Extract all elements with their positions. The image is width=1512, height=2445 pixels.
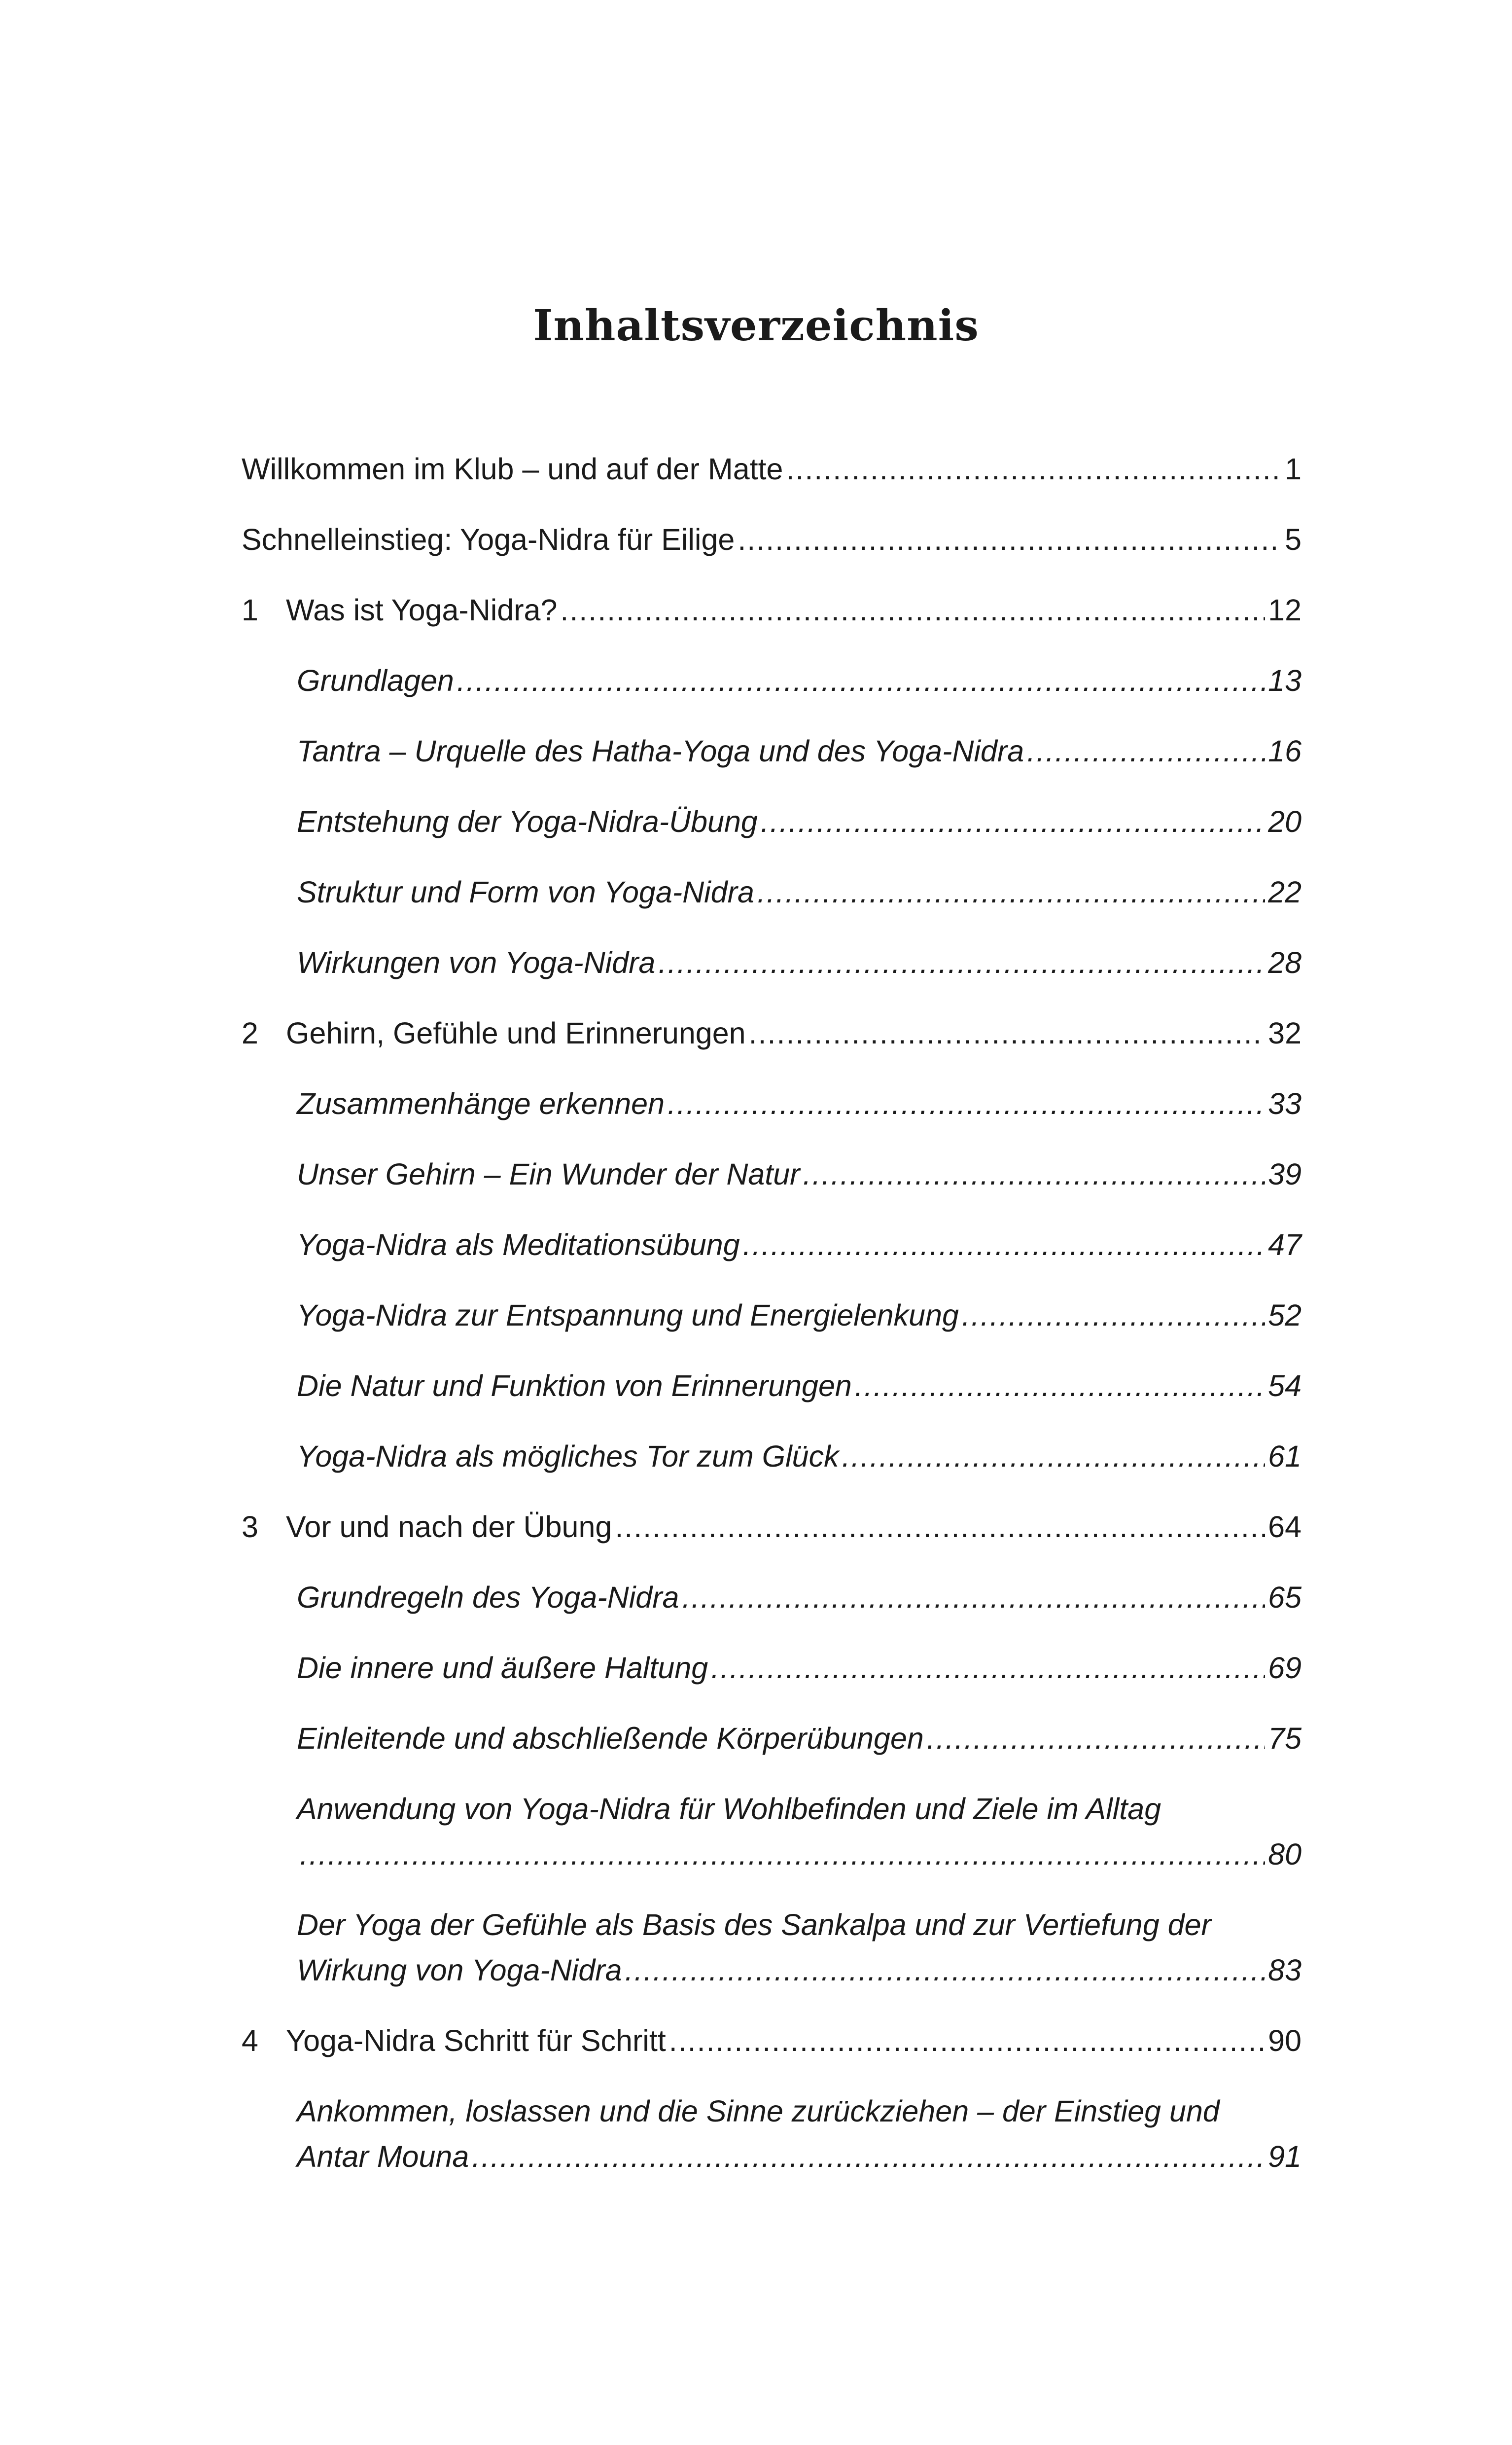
toc-page-number: 91 [1268, 2140, 1301, 2173]
toc-entry-second-line [297, 1947, 1301, 1993]
dot-leader [743, 1222, 1266, 1267]
toc-entry-label: Vor und nach der Übung [286, 1510, 612, 1544]
toc-page-number: 1 [1285, 452, 1301, 486]
toc-chapter-entry [242, 1504, 1301, 1549]
toc-entry-label: Zusammenhänge erkennen [297, 1087, 665, 1120]
toc-entry-label: Anwendung von Yoga-Nidra für Wohlbefinden und Ziele im Alltag [297, 1792, 1161, 1826]
toc-entry-label: Die Natur und Funktion von Erinnerungen [297, 1369, 852, 1402]
toc-page-number: 64 [1268, 1510, 1301, 1544]
toc-entry-label: Was ist Yoga-Nidra? [286, 593, 558, 627]
toc-subentry [242, 1363, 1301, 1408]
toc-page-number: 12 [1268, 593, 1301, 627]
toc-subentry [242, 1434, 1301, 1479]
toc-page-number: 54 [1268, 1369, 1301, 1402]
toc-page-number: 5 [1285, 523, 1301, 556]
toc-entry-label: Yoga-Nidra als mögliches Tor zum Glück [297, 1439, 839, 1473]
toc-entry-label: Entstehung der Yoga-Nidra-Übung [297, 805, 758, 838]
toc-entry-second-line [297, 2134, 1301, 2179]
toc-page-number: 13 [1268, 664, 1301, 697]
toc-entry-label: Unser Gehirn – Ein Wunder der Natur [297, 1157, 800, 1191]
dot-leader [625, 1947, 1266, 1993]
toc-page-number: 39 [1268, 1157, 1301, 1191]
dot-leader [300, 1832, 1265, 1877]
toc-chapter-entry [242, 587, 1301, 633]
toc-subentry [242, 799, 1301, 844]
dot-leader [786, 446, 1282, 492]
toc-entry-second-line [297, 1832, 1301, 1877]
chapter-number: 4 [242, 2024, 258, 2057]
dot-leader [1027, 728, 1265, 774]
toc-subentry [242, 1575, 1301, 1620]
toc-entry-label: Grundregeln des Yoga-Nidra [297, 1581, 679, 1614]
dot-leader [669, 2018, 1265, 2063]
toc-page-number: 16 [1268, 734, 1301, 768]
toc-subentry [242, 1786, 1301, 1877]
page-title: Inhaltsverzeichnis [533, 301, 979, 351]
toc-subentry [242, 1645, 1301, 1690]
toc-page-number: 22 [1268, 875, 1301, 909]
toc-entry-label: Tantra – Urquelle des Hatha-Yoga und des Yoga-Nidra [297, 734, 1024, 768]
toc-subentry [242, 1716, 1301, 1761]
chapter-number: 1 [242, 593, 258, 627]
toc-page-number: 32 [1268, 1016, 1301, 1050]
dot-leader [560, 587, 1265, 633]
toc-entry-label: Yoga-Nidra als Meditationsübung [297, 1228, 740, 1261]
chapter-number: 2 [242, 1016, 258, 1050]
toc-entry-label: Yoga-Nidra zur Entspannung und Energielenkung [297, 1298, 959, 1332]
table-of-contents [242, 446, 1301, 2204]
toc-subentry [242, 728, 1301, 774]
toc-subentry [242, 658, 1301, 703]
toc-subentry [242, 869, 1301, 915]
toc-page-number: 28 [1268, 946, 1301, 979]
toc-entry-label: Der Yoga der Gefühle als Basis des Sankalpa und zur Vertiefung der [297, 1908, 1211, 1942]
dot-leader [842, 1434, 1266, 1479]
dot-leader [927, 1716, 1265, 1761]
dot-leader [803, 1151, 1266, 1197]
dot-leader [682, 1575, 1265, 1620]
dot-leader [457, 658, 1265, 703]
toc-entry-label: Yoga-Nidra Schritt für Schritt [286, 2024, 666, 2057]
toc-entry-label: Ankommen, loslassen und die Sinne zurückziehen – der Einstieg und [297, 2094, 1220, 2128]
toc-chapter-entry [242, 1010, 1301, 1056]
dot-leader [749, 1010, 1266, 1056]
toc-entry-label: Wirkungen von Yoga-Nidra [297, 946, 656, 979]
toc-page-number: 90 [1268, 2024, 1301, 2057]
dot-leader [472, 2134, 1265, 2179]
toc-entry-label: Gehirn, Gefühle und Erinnerungen [286, 1016, 746, 1050]
dot-leader [738, 517, 1282, 562]
toc-entry [242, 446, 1301, 492]
toc-page-number: 80 [1268, 1837, 1301, 1871]
dot-leader [761, 799, 1265, 844]
dot-leader [615, 1504, 1265, 1549]
toc-entry-label: Die innere und äußere Haltung [297, 1651, 708, 1685]
dot-leader [711, 1645, 1265, 1690]
toc-subentry [242, 1222, 1301, 1267]
toc-entry [242, 517, 1301, 562]
toc-subentry [242, 1293, 1301, 1338]
toc-page-number: 20 [1268, 805, 1301, 838]
toc-entry-label: Grundlagen [297, 664, 454, 697]
toc-subentry [242, 1081, 1301, 1126]
toc-subentry [242, 940, 1301, 985]
toc-page-number: 65 [1268, 1581, 1301, 1614]
toc-entry-label-continued: Antar Mouna [297, 2140, 469, 2173]
toc-page-number: 33 [1268, 1087, 1301, 1120]
dot-leader [962, 1293, 1265, 1338]
toc-chapter-entry [242, 2018, 1301, 2063]
toc-subentry [242, 1151, 1301, 1197]
toc-subentry [242, 1902, 1301, 1993]
dot-leader [757, 869, 1265, 915]
dot-leader [855, 1363, 1265, 1408]
toc-entry-label: Einleitende und abschließende Körperübungen [297, 1722, 924, 1755]
toc-page-number: 52 [1268, 1298, 1301, 1332]
toc-subentry [242, 2088, 1301, 2179]
toc-page-number: 61 [1268, 1439, 1301, 1473]
chapter-number: 3 [242, 1510, 258, 1544]
toc-page-number: 83 [1268, 1953, 1301, 1987]
dot-leader [658, 940, 1265, 985]
toc-page-number: 69 [1268, 1651, 1301, 1685]
toc-page-number: 75 [1268, 1722, 1301, 1755]
toc-entry-label: Willkommen im Klub – und auf der Matte [242, 452, 783, 486]
toc-entry-label: Schnelleinstieg: Yoga-Nidra für Eilige [242, 523, 735, 556]
toc-entry-label: Struktur und Form von Yoga-Nidra [297, 875, 754, 909]
dot-leader [668, 1081, 1265, 1126]
toc-entry-label-continued: Wirkung von Yoga-Nidra [297, 1953, 622, 1987]
toc-page-number: 47 [1268, 1228, 1301, 1261]
